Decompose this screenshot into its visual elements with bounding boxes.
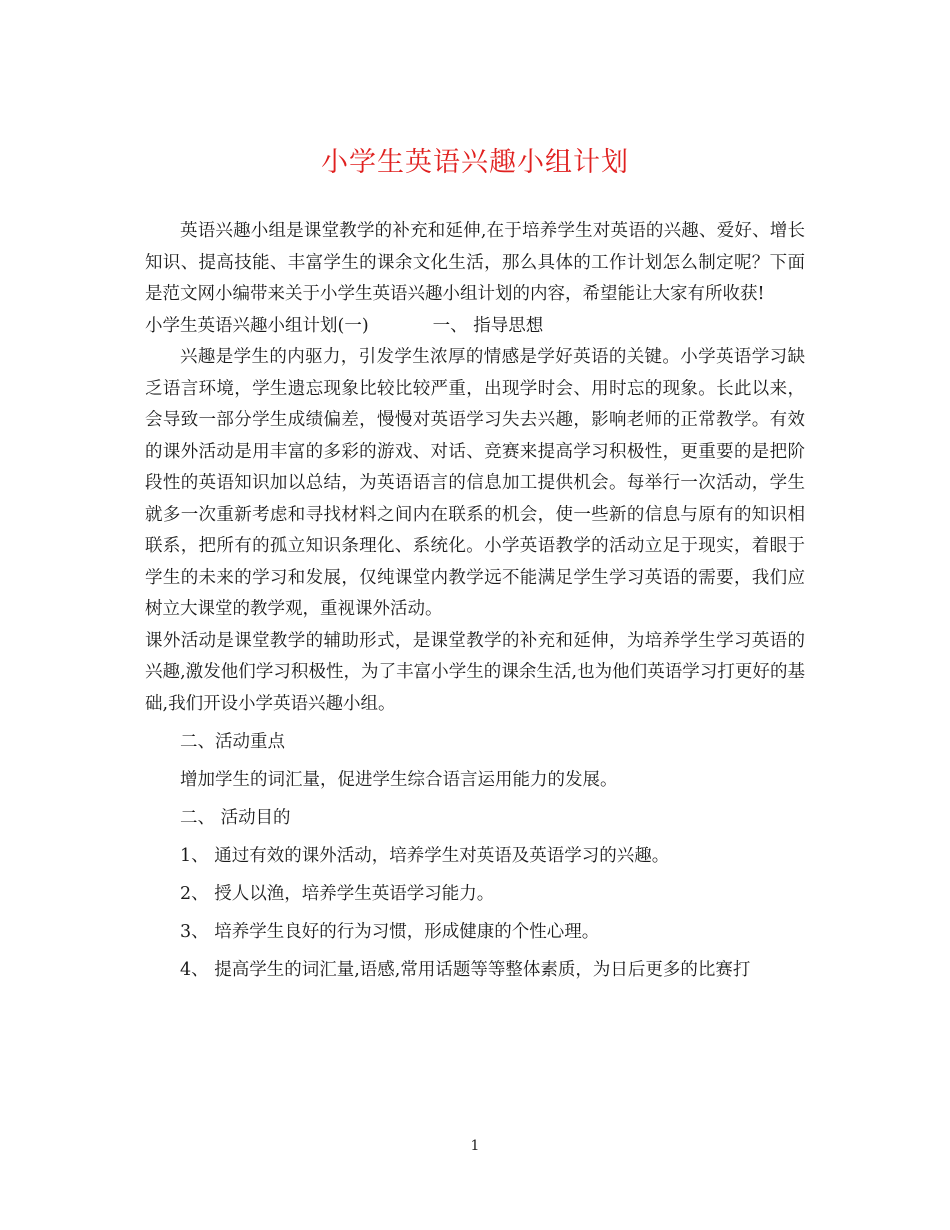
goal-item: 4、 提高学生的词汇量,语感,常用话题等等整体素质，为日后更多的比赛打	[180, 960, 751, 980]
goal-item: 2、 授人以渔，培养学生英语学习能力。	[180, 884, 495, 904]
document-body	[145, 216, 805, 989]
intro-paragraph: 英语兴趣小组是课堂教学的补充和延伸,在于培养学生对英语的兴趣、爱好、增长知识、提高技能、丰富学生的课余文化生活，那么具体的工作计划怎么制定呢？下面是范文网小编带来关于小学生英语兴趣小组计划的内容，希望能让大家有所收获!	[145, 221, 805, 304]
page-number: 1	[470, 1138, 480, 1154]
goal-item: 1、 通过有效的课外活动，培养学生对英语及英语学习的兴趣。	[180, 846, 670, 866]
section1-paragraph-continued: 课外活动是课堂教学的辅助形式，是课堂教学的补充和延伸，为培养学生学习英语的兴趣,激发他们学习积极性，为了丰富小学生的课余生活,也为他们英语学习打更好的基础,我们开设小学英语兴趣小组。	[145, 630, 805, 714]
section1-heading: 一、 指导思想	[432, 315, 544, 336]
section2-paragraph: 增加学生的词汇量，促进学生综合语言运用能力的发展。	[180, 770, 618, 790]
plan-heading: 小学生英语兴趣小组计划(一)	[145, 315, 369, 336]
section1-paragraph: 兴趣是学生的内驱力，引发学生浓厚的情感是学好英语的关键。小学英语学习缺乏语言环境，学生遗忘现象比较比较严重，出现学时会、用时忘的现象。长此以来，会导致一部分学生成绩偏差，慢慢对英语学习失去兴趣，影响老师的正常教学。有效的课外活动是用丰富的多彩的游戏、对话、竞赛来提高学习积极性，更重要的是把阶段性的英语知识加以总结，为英语语言的信息加工提供机会。每举行一次活动，学生就多一次重新考虑和寻找材料之间内在联系的机会，使一些新的信息与原有的知识相联系，把所有的孤立知识条理化、系统化。小学英语教学的活动立足于现实，着眼于学生的未来的学习和发展，仅纯课堂内教学远不能满足学生学习英语的需要，我们应树立大课堂的教学观，重视课外活动。	[145, 347, 805, 619]
section3-heading: 二、 活动目的	[180, 808, 291, 828]
goal-item: 3、 培养学生良好的行为习惯，形成健康的个性心理。	[180, 922, 600, 942]
section2-heading: 二、活动重点	[180, 732, 285, 752]
document-title: 小学生英语兴趣小组计划	[321, 147, 629, 178]
plan-heading-line	[145, 311, 805, 343]
